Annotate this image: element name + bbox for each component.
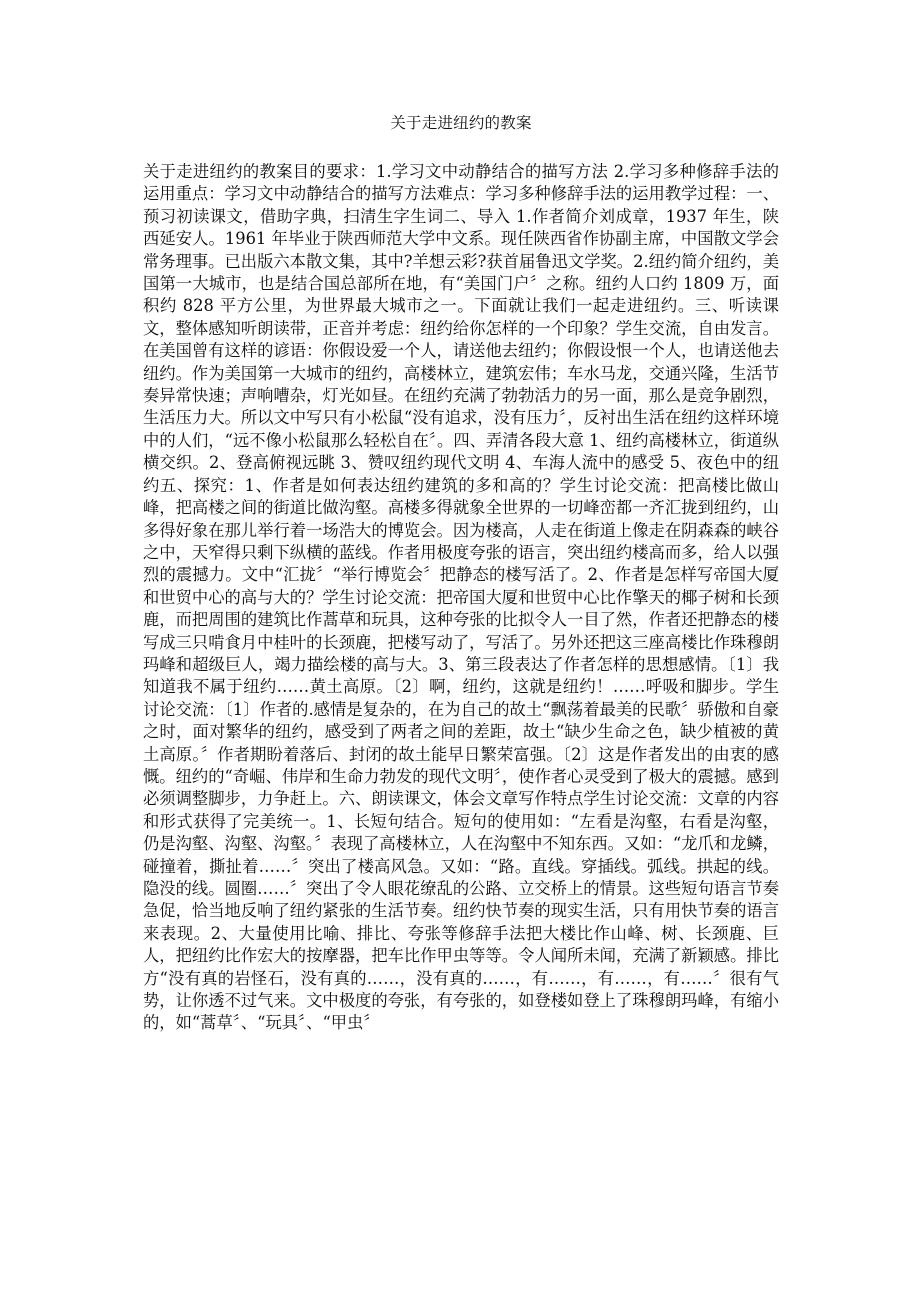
document-text-column	[143, 0, 779, 1035]
page-title: 关于走进纽约的教案	[390, 114, 532, 132]
document-body-paragraph: 关于走进纽约的教案目的要求：1.学习文中动静结合的描写方法 2.学习多种修辞手法的运用重点：学习文中动静结合的描写方法难点：学习多种修辞手法的运用教学过程：一、预习初读课文，借助字典，扫清生字生词二、导入 1.作者简介刘成章，1937 年生，陕西延安人。1961 年毕业于陕西师范大学中文系。现任陕西省作协副主席，中国散文学会常务理事。已出版六本散文集，其中?羊想云彩?获首届鲁迅文学奖。2.纽约简介纽约，美国第一大城市，也是结合国总部所在地，有“美国门户〞之称。纽约人口约 1809 万，面积约 828 平方公里，为世界最大城市之一。下面就让我们一起走进纽约。三、听读课文，整体感知听朗读带，正音并考虑：纽约给你怎样的一个印象？学生交流，自由发言。在美国曾有这样的谚语：你假设爱一个人，请送他去纽约；你假设恨一个人，也请送他去纽约。作为美国第一大城市的纽约，高楼林立，建筑宏伟；车水马龙，交通兴隆，生活节奏异常快速；声响嘈杂，灯光如昼。在纽约充满了勃勃活力的另一面，那么是竞争剧烈，生活压力大。所以文中写只有小松鼠“没有追求，没有压力〞，反衬出生活在纽约这样环境中的人们，“远不像小松鼠那么轻松自在〞。四、弄清各段大意 1、纽约高楼林立，街道纵横交织。2、登高俯视远眺 3、赞叹纽约现代文明 4、车海人流中的感受 5、夜色中的纽约五、探究：1、作者是如何表达纽约建筑的多和高的？学生讨论交流：把高楼比做山峰，把高楼之间的街道比做沟壑。高楼多得就象全世界的一切峰峦都一齐汇拢到纽约，山多得好象在那儿举行着一场浩大的博览会。因为楼高，人走在街道上像走在阴森森的峡谷之中，天窄得只剩下纵横的蓝线。作者用极度夸张的语言，突出纽约楼高而多，给人以强烈的震撼力。文中“汇拢〞“举行博览会〞把静态的楼写活了。2、作者是怎样写帝国大厦和世贸中心的高与大的？学生讨论交流：把帝国大厦和世贸中心比作擎天的椰子树和长颈鹿，而把周围的建筑比作蒿草和玩具，这种夸张的比拟令人一目了然，作者还把静态的楼写成三只啃食月中桂叶的长颈鹿，把楼写动了，写活了。另外还把这三座高楼比作珠穆朗玛峰和超级巨人，竭力描绘楼的高与大。3、第三段表达了作者怎样的思想感情。〔1〕我知道我不属于纽约……黄土高原。〔2〕啊，纽约，这就是纽约！……呼吸和脚步。学生讨论交流：〔1〕作者的.感情是复杂的，在为自己的故土“飘荡着最美的民歌〞骄傲和自豪之时，面对繁华的纽约，感受到了两者之间的差距，故土“缺少生命之色，缺少植被的黄土高原。〞作者期盼着落后、封闭的故土能早日繁荣富强。〔2〕这是作者发出的由衷的感慨。纽约的“奇崛、伟岸和生命力勃发的现代文明〞，使作者心灵受到了极大的震撼。感到必须调整脚步，力争赶上。六、朗读课文，体会文章写作特点学生讨论交流：文章的内容和形式获得了完美统一。1、长短句结合。短句的使用如：“左看是沟壑，右看是沟壑，仍是沟壑、沟壑、沟壑。〞表现了高楼林立，人在沟壑中不知东西。又如：“龙爪和龙鳞，碰撞着，撕扯着……〞突出了楼高风急。又如：“路。直线。穿插线。弧线。拱起的线。隐没的线。圆圈……〞突出了令人眼花缭乱的公路、立交桥上的情景。这些短句语言节奏急促，恰当地反响了纽约紧张的生活节奏。纽约快节奏的现实生活，只有用快节奏的语言来表现。2、大量使用比喻、排比、夸张等修辞手法把大楼比作山峰、树、长颈鹿、巨人，把纽约比作宏大的按摩器，把车比作甲虫等等。令人闻所未闻，充满了新颖感。排比方“没有真的岩怪石，没有真的……，没有真的……，有……，有……，有……〞很有气势，让你透不过气来。文中极度的夸张，有夸张的，如登楼如登上了珠穆朗玛峰，有缩小的，如“蒿草〞、“玩具〞、“甲虫〞	[143, 162, 779, 1033]
